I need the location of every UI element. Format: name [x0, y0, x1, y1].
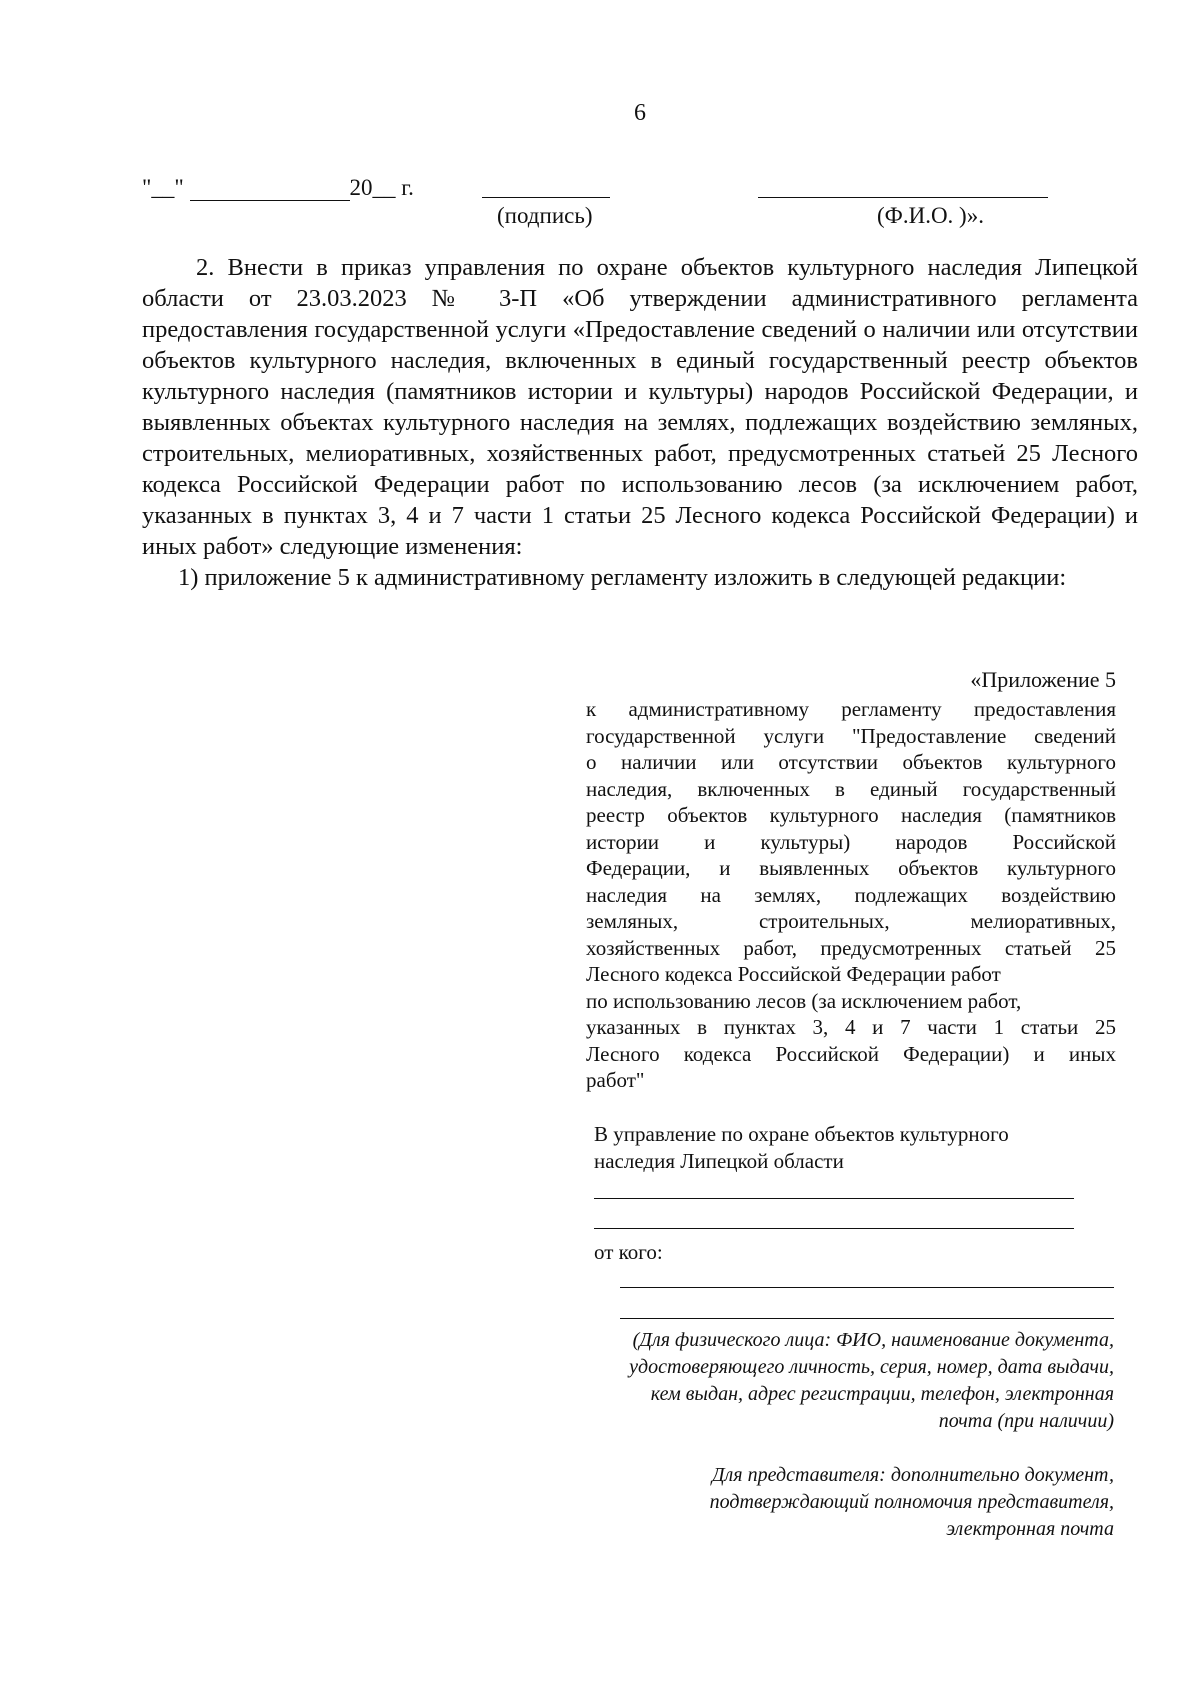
appendix-line: к административному регламенту предоставления — [586, 697, 1116, 721]
year-prefix: 20 — [349, 175, 373, 200]
appendix-line: Лесного кодекса Российской Федерации работ — [586, 962, 1001, 986]
date-close-quote: " — [174, 175, 184, 200]
signature-label: (подпись) — [497, 203, 593, 228]
sender-blank-line — [620, 1287, 1114, 1288]
name-label: (Ф.И.О. )». — [877, 203, 984, 228]
addressee-blank-line — [594, 1198, 1074, 1199]
appendix-line: земляных, строительных, мелиоративных, — [586, 909, 1116, 933]
date-field — [142, 175, 414, 201]
appendix-line: государственной услуги "Предоставление сведений — [586, 723, 1116, 748]
main-text — [142, 252, 1138, 593]
appendix-line: указанных в пунктах 3, 4 и 7 части 1 статьи 25 — [586, 1015, 1116, 1039]
addressee-blank-line — [594, 1228, 1074, 1229]
appendix-header-text — [586, 696, 1116, 1094]
appendix-line: о наличии или отсутствии объектов культурного — [586, 750, 1116, 774]
subpoint-1: 1) приложение 5 к административному регламенту изложить в следующей редакции: — [178, 564, 1067, 591]
page-number: 6 — [634, 100, 646, 126]
date-month-blank — [190, 178, 350, 201]
name-blank-line — [758, 197, 1048, 198]
appendix-line: наследия, включенных в единый государственный — [586, 776, 1116, 801]
signature-blank-line — [482, 197, 610, 198]
individual-hint: (Для физического лица: ФИО, наименование документа, удостоверяющего личность, серия, номер, дата выдачи, кем выдан, адрес регистрации, телефон, электронная почта (при наличии) — [629, 1329, 1114, 1432]
appendix-line: истории и культуры) народов Российской — [586, 829, 1116, 854]
year-blank: __ — [372, 175, 396, 200]
appendix-line: работ" — [586, 1068, 645, 1092]
appendix-line: хозяйственных работ, предусмотренных статьей 25 — [586, 935, 1116, 960]
date-day-blank: __ — [151, 175, 175, 200]
paragraph-2: 2. Внести в приказ управления по охране объектов культурного наследия Липецкой области от 23.03.2023 № 3-П «Об утверждении административного регламента предоставления государственной услуги «Предоставление сведений о наличии или отсутствии объектов культурного наследия, включенных в единый государственный реестр объектов культурного наследия (памятников истории и культуры) народов Российской Федерации, и выявленных объектах культурного наследия на землях, подлежащих воздействию земляных, строительных, мелиоративных, хозяйственных работ, предусмотренных статьей 25 Лесного кодекса Российской Федерации работ по использованию лесов (за исключением работ, указанных в пунктах 3, 4 и 7 части 1 статьи 25 Лесного кодекса Российской Федерации) и иных работ» следующие изменения: — [142, 254, 1138, 560]
representative-hint: Для представителя: дополнительно документ, подтверждающий полномочия представителя, электронная почта — [709, 1464, 1114, 1540]
date-open-quote: " — [142, 175, 152, 200]
from-label: от кого: — [594, 1240, 663, 1264]
sender-blank-line — [620, 1318, 1114, 1319]
addressee-text: В управление по охране объектов культурного наследия Липецкой области — [594, 1122, 1009, 1173]
appendix-line: наследия на землях, подлежащих воздействию — [586, 882, 1116, 907]
appendix-line: Лесного кодекса Российской Федерации) и иных — [586, 1041, 1116, 1066]
year-suffix: г. — [395, 175, 414, 200]
appendix-line: по использованию лесов (за исключением работ, — [586, 988, 1022, 1013]
appendix-title: «Приложение 5 — [970, 667, 1116, 692]
signature-row — [142, 175, 1062, 235]
appendix-line: реестр объектов культурного наследия (памятников — [586, 803, 1116, 827]
appendix-line: Федерации, и выявленных объектов культурного — [586, 856, 1116, 880]
